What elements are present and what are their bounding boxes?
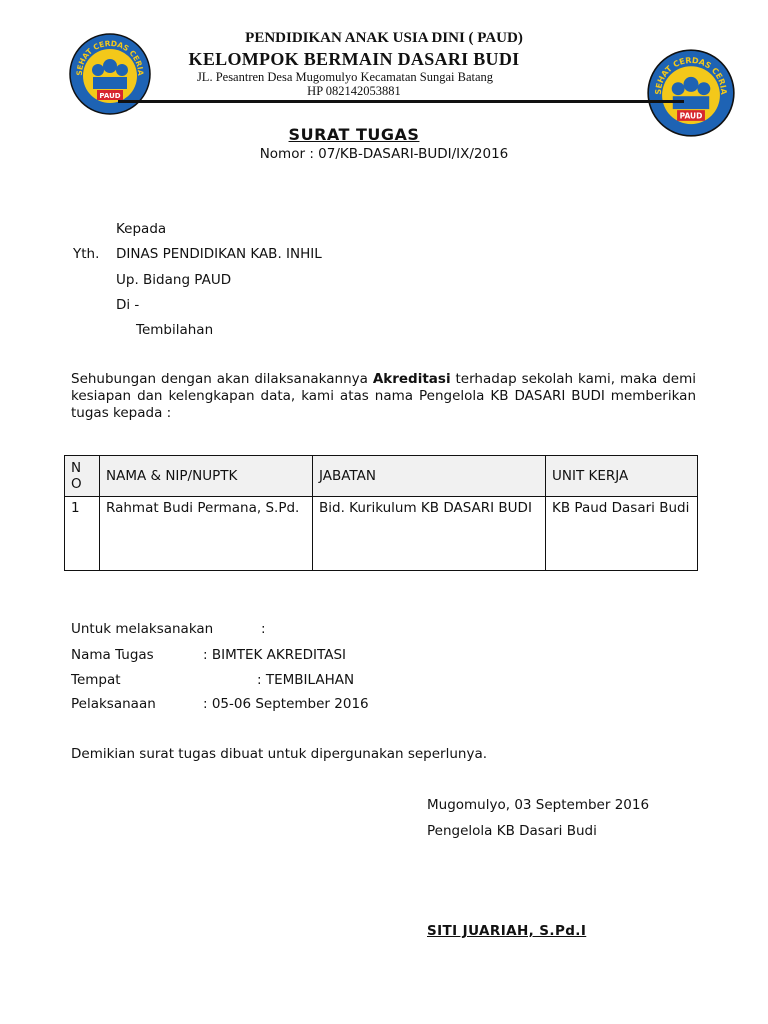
recipient-city: Tembilahan [136,322,214,338]
logo-label: PAUD [99,92,121,100]
assignment-table [64,455,698,571]
signature-role: Pengelola KB Dasari Budi [427,823,597,839]
table-header-no: N O [65,456,100,497]
intro-text-before: Sehubungan dengan akan dilaksanakannya [71,371,373,387]
table-header-jabatan: JABATAN [313,456,546,497]
table-row [65,497,698,571]
details-intro-colon: : [261,621,266,637]
recipient-name: DINAS PENDIDIKAN KAB. INHIL [116,246,322,262]
recipient-yth: Yth. [73,246,100,262]
details-intro-label: Untuk melaksanakan [71,621,214,637]
table-header-row [65,456,698,497]
table-cell-no: 1 [65,497,100,571]
intro-paragraph [71,371,696,422]
recipient-kepada: Kepada [116,221,167,237]
header-divider [118,100,684,103]
signature-place-date: Mugomulyo, 03 September 2016 [427,797,650,813]
signature-name: SITI JUARIAH, S.Pd.I [427,923,587,939]
recipient-up: Up. Bidang PAUD [116,272,232,288]
recipient-di: Di - [116,297,140,313]
details-nama-value: : BIMTEK AKREDITASI [203,647,347,663]
header-institution-name: KELOMPOK BERMAIN DASARI BUDI [188,49,520,69]
header-address: JL. Pesantren Desa Mugomulyo Kecamatan Sungai Batang [196,70,494,84]
table-cell-unit: KB Paud Dasari Budi [546,497,698,571]
header-institution-type: PENDIDIKAN ANAK USIA DINI ( PAUD) [245,30,523,46]
table-header-unit: UNIT KERJA [546,456,698,497]
intro-text-bold: Akreditasi [372,371,451,387]
details-tempat-label: Tempat [71,672,121,688]
table-header-nama: NAMA & NIP/NUPTK [100,456,313,497]
details-tempat-value: : TEMBILAHAN [257,672,355,688]
details-nama-label: Nama Tugas [71,647,154,663]
logo-motto: SEHAT CERDAS CERIA [653,55,729,95]
table-cell-jabatan: Bid. Kurikulum KB DASARI BUDI [313,497,546,571]
closing-statement: Demikian surat tugas dibuat untuk dipergunakan seperlunya. [71,746,488,762]
document-title: SURAT TUGAS [288,125,420,144]
logo-label: PAUD [679,111,703,121]
table-cell-nama: Rahmat Budi Permana, S.Pd. [100,497,313,571]
details-pelaksanaan-value: : 05-06 September 2016 [203,696,369,712]
header-phone: HP 082142053881 [307,84,401,98]
logo-motto: SEHAT CERDAS CERIA [74,38,146,76]
intro-text-after: terhadap sekolah kami, maka demi kesiapan dan kelengkapan data, kami atas nama Pengelola KB DASARI BUDI memberikan tugas kepada : [71,371,696,421]
document-number: Nomor : 07/KB-DASARI-BUDI/IX/2016 [259,146,509,162]
details-pelaksanaan-label: Pelaksanaan [71,696,156,712]
